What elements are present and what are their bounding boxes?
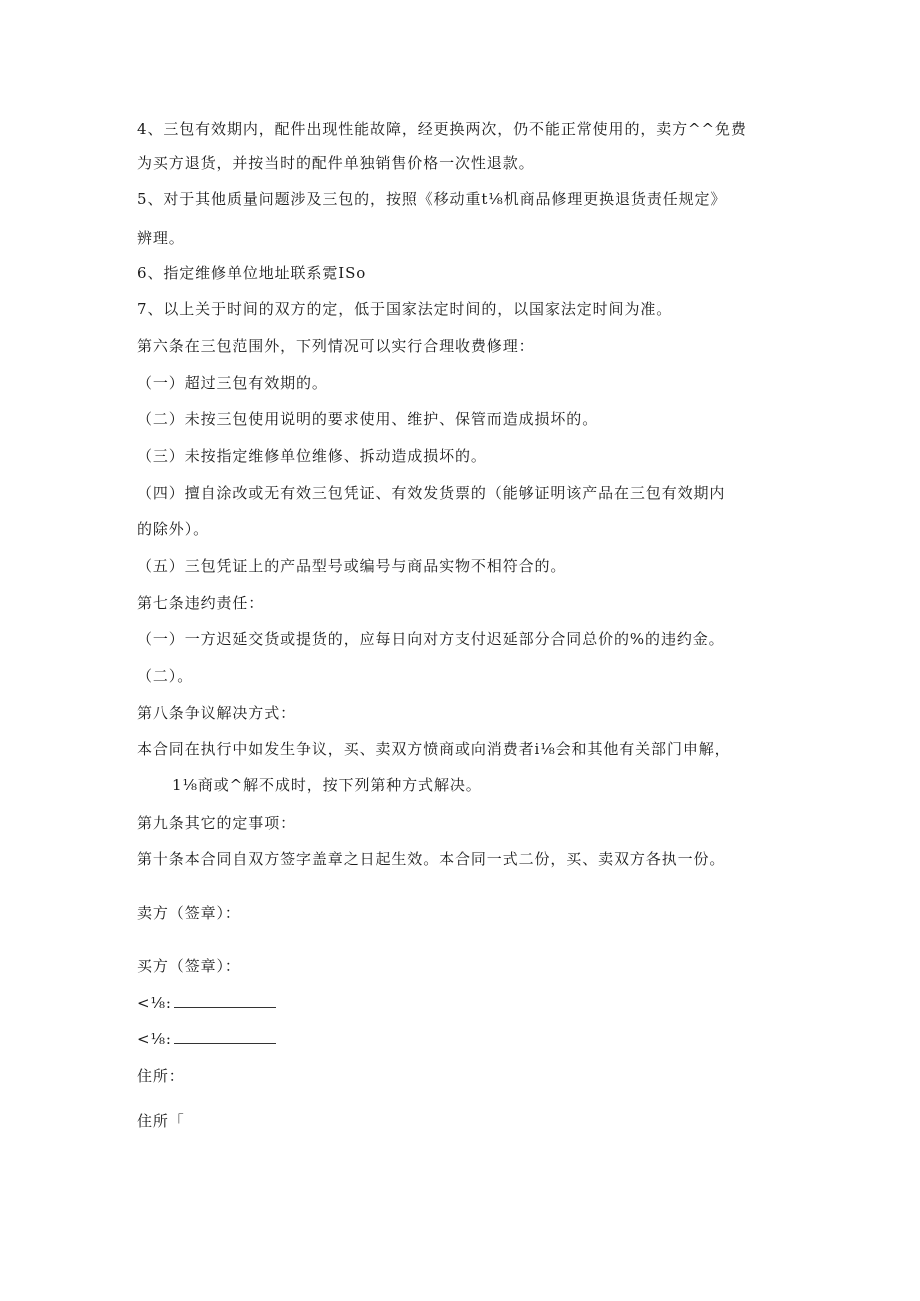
clause-7-item-2: （二）。 bbox=[137, 667, 194, 685]
seller-field-blank[interactable] bbox=[174, 993, 276, 1008]
clause-6-item-2: （二）未按三包使用说明的要求使用、维护、保管而造成损坏的。 bbox=[137, 410, 599, 428]
clause-8-body-line-2: 1⅛商或^解不成时，按下列第种方式解决。 bbox=[172, 776, 482, 794]
clause-6-item-4-line-1: （四）擅自涂改或无有效三包凭证、有效发货票的（能够证明该产品在三包有效期内 bbox=[137, 484, 726, 502]
clause-5-item-4-line-1: 4、三包有效期内，配件出现性能故障，经更换两次，仍不能正常使用的，卖方^^免费 bbox=[137, 120, 747, 138]
clause-7-item-1: （一）一方迟延交货或提货的，应每日向对方支付迟延部分合同总价的%的违约金。 bbox=[137, 630, 725, 648]
clause-8-heading: 第八条争议解决方式： bbox=[137, 704, 297, 722]
seller-field-label: <⅛: bbox=[137, 994, 172, 1012]
clause-5-item-7: 7、以上关于时间的双方的定，低于国家法定时间的，以国家法定时间为准。 bbox=[137, 300, 673, 318]
clause-5-item-4-line-2: 为买方退货，并按当时的配件单独销售价格一次性退款。 bbox=[137, 154, 535, 172]
buyer-field-label: <⅛: bbox=[137, 1030, 172, 1048]
seller-signature-label: 卖方（签章）： bbox=[137, 904, 241, 922]
clause-5-item-6: 6、指定维修单位地址联系霓ISo bbox=[137, 264, 367, 282]
clause-9-heading: 第九条其它的定事项： bbox=[137, 814, 297, 832]
clause-6-item-4-line-2: 的除外）。 bbox=[137, 520, 210, 538]
buyer-field-blank[interactable] bbox=[174, 1029, 276, 1044]
clause-6-item-3: （三）未按指定维修单位维修、拆动造成损坏的。 bbox=[137, 447, 487, 465]
clause-7-heading: 第七条违约责任： bbox=[137, 594, 265, 612]
clause-8-body-line-1: 本合同在执行中如发生争议，买、卖双方愤商或向消费者i⅛会和其他有关部门申解， bbox=[137, 740, 731, 758]
clause-6-item-1: （一）超过三包有效期的。 bbox=[137, 374, 328, 392]
clause-10-body: 第十条本合同自双方签字盖章之日起生效。本合同一式二份，买、卖双方各执一份。 bbox=[137, 850, 726, 868]
buyer-address-label: 住所「 bbox=[137, 1112, 185, 1130]
seller-field-row bbox=[137, 993, 276, 1013]
clause-5-item-5-line-1: 5、对于其他质量问题涉及三包的，按照《移动重t⅛机商品修理更换退货责任规定》 bbox=[137, 190, 727, 208]
clause-6-heading: 第六条在三包范围外，下列情况可以实行合理收费修理： bbox=[137, 337, 535, 355]
clause-5-item-5-line-2: 辨理。 bbox=[137, 229, 185, 247]
clause-6-item-5: （五）三包凭证上的产品型号或编号与商品实物不相符合的。 bbox=[137, 557, 567, 575]
seller-address-label: 住所： bbox=[137, 1067, 185, 1085]
buyer-field-row bbox=[137, 1029, 276, 1049]
buyer-signature-label: 买方（签章）： bbox=[137, 957, 241, 975]
